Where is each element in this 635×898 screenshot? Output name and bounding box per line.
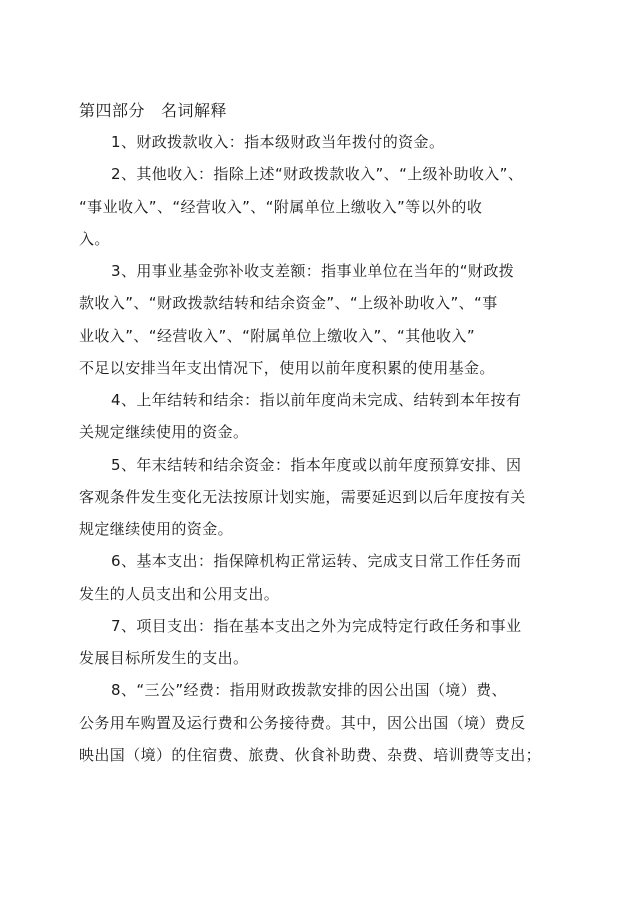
definition-text-line: 业收入”、“经营收入”、“附属单位上缴收入”、“其他收入” [79,326,475,345]
definition-term-line: 6、基本支出：指保障机构正常运转、完成支日常工作任务而 [111,552,522,571]
section-title: 名词解释 [161,101,228,120]
definition-text-line: 发展目标所发生的支出。 [79,649,249,667]
definition-text-line: 规定继续使用的资金。 [79,520,234,538]
definition-term-line: 5、年末结转和结余资金：指本年度或以前年度预算安排、因 [111,455,522,474]
definition-term-line: 3、用事业基金弥补收支差额：指事业单位在当年的“财政拨 [111,262,515,280]
section-heading [79,100,227,122]
definition-paragraph [79,158,559,255]
definition-term-line: 1、财政拨款收入：指本级财政当年拨付的资金。 [111,133,445,151]
definition-paragraph [79,126,559,158]
definition-text-line: 不足以安排当年支出情况下，使用以前年度积累的使用基金。 [79,358,495,377]
definition-text-line: “事业收入”、“经营收入”、“附属单位上缴收入”等以外的收 [79,197,483,216]
definition-term-line: 7、项目支出：指在基本支出之外为完成特定行政任务和事业 [111,616,522,635]
section-part-label: 第四部分 [79,101,146,120]
definition-paragraph [79,674,559,771]
definition-text-line: 入。 [79,229,110,248]
definition-text-line: 客观条件发生变化无法按原计划实施，需要延迟到以后年度按有关 [79,487,526,506]
definition-text-line: 映出国（境）的住宿费、旅费、伙食补助费、杂费、培训费等支出； [79,745,542,764]
definition-text-line: 公务用车购置及运行费和公务接待费。其中，因公出国（境）费反 [79,713,526,732]
definition-paragraph [79,610,559,675]
definition-text-line: 发生的人员支出和公用支出。 [79,584,280,603]
definition-term-line: 8、“三公”经费：指用财政拨款安排的因公出国（境）费、 [111,681,507,700]
definition-paragraph [79,384,559,449]
definition-term-line: 4、上年结转和结余：指以前年度尚未完成、结转到本年按有 [111,391,522,409]
definition-paragraph [79,545,559,610]
definition-text-line: 关规定继续使用的资金。 [79,423,249,442]
definition-paragraph [79,449,559,546]
definitions-body [79,126,559,771]
definition-term-line: 2、其他收入：指除上述“财政拨款收入”、“上级补助收入”、 [111,165,524,184]
definition-text-line: 款收入”、“财政拨款结转和结余资金”、“上级补助收入”、“事 [79,294,498,313]
definition-paragraph [79,255,559,384]
